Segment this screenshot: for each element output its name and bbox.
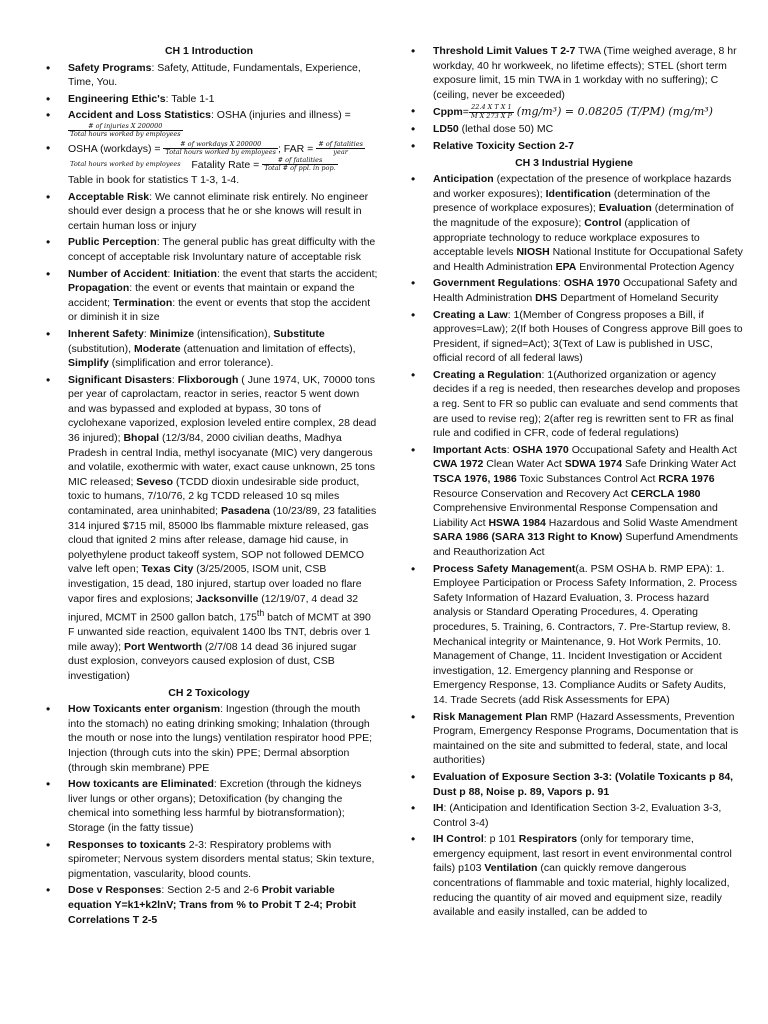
list-item: • Relative Toxicity Section 2-7 (405, 139, 743, 154)
list-item: • Acceptable Risk: We cannot eliminate risk entirely. No engineer should ever design a process that he or she knows will result in certain human loss or injury (40, 190, 378, 234)
list-item: • How Toxicants enter organism: Ingestion (through the mouth into the stomach) no eating drinking smoking; Inhalation (through the mouth or nose into the lungs) ventilation respirator hood PPE; Injection (through cuts into the skin) PPE; Dermal absorption (through skin membrane) PPE (40, 702, 378, 775)
injury-rate-formula: $\frac{\text{\# of injuries X 200000}}{\text{Total hours worked by employees}}$ (70, 121, 181, 139)
table-note: Table in book for statistics T 1-3, 1-4. (68, 173, 240, 186)
list-item: • How toxicants are Eliminated: Excretion (through the kidneys liver lungs or other organs); Detoxification (by changing the chemical into something less harmful by biotransformation); Storage (in the fatty tissue) (40, 777, 378, 835)
ch1-heading: CH 1 Introduction (164, 45, 254, 57)
list-item: • Public Perception: The general public has great difficulty with the concept of acceptable risk Involuntary nature of acceptable risk (40, 235, 378, 264)
far-denominator: Total hours worked by employees (70, 160, 181, 169)
left-column (40, 44, 378, 929)
list-item: • Number of Accident: Initiation: the event that starts the accident; Propagation: the event or events that maintain or expand the accident; Termination: the event or events that stop the accident or diminish it in size (40, 267, 378, 325)
list-item: • LD50 (lethal dose 50) MC (405, 122, 743, 137)
list-item: • Government Regulations: OSHA 1970 Occupational Safety and Health Administration DHS Department of Homeland Security (405, 276, 743, 305)
list-item: • Inherent Safety: Minimize (intensification), Substitute (substitution), Moderate (attenuation and limitation of effects), Simplify (simplification and error tolerance). (40, 327, 378, 371)
ch3-heading: CH 3 Industrial Hygiene (515, 156, 633, 169)
list-item: • IH Control: p 101 Respirators (only for temporary time, emergency equipment, last resort in event environmental control fails) p103 Ventilation (can quickly remove dangerous concentrations of flammable and toxic material, highly localized, reducing the quantity of air moved and equipment size, readily available and easily installed, can be added to (405, 832, 743, 920)
list-item: • Anticipation (expectation of the presence of workplace hazards and worker exposures); Identification (determination of the presence of workplace exposures); Evaluation (determination of the magnitude of the exposure); Control (application of appropriate technology to reduce workplace exposures to acceptable levels NIOSH National Institute for Occupational Safety and Health Administration EPA Environmental Protection Agency (405, 172, 743, 274)
list-item: • Threshold Limit Values T 2-7 TWA (Time weighed average, 8 hr workday, 40 hr workweek, no lifetime effects); STEL (short term exposure limit, 15 min TWA in 1 workday with no suffering); C (ceiling, never be exceeded) (405, 44, 743, 102)
list-item: • Process Safety Management(a. PSM OSHA b. RMP EPA): 1. Employee Participation or Process Safety Information, 2. Process Safety Information of Hazard Evaluation, 3. Process hazard analysis or Standard Operating Procedures, 4. Operating procedures, 5. Training, 6. Contractors, 7. Pre-Startup review, 8. Mechanical integrity or Maintenance, 9. Hot Work Permits, 10. Management of Change, 11. Incident Investigation or Accident investigation, 12. Emergency planning and Response or Emergency Response, 13. Compliance Audits or Safety Audits, 14. Trade Secrets (add Risk Assessments for EPA) (405, 562, 743, 708)
right-column (405, 44, 743, 922)
list-item: • Significant Disasters: Flixborough ( June 1974, UK, 70000 tons per year of caprolactam, reactor in series, reactor 5 went down and was bypassed and exploded at bypass, 30 tons of cyclohexane vaporized, explosion leveled entire complex, 28 dead 36 injured); Bhopal (12/3/84, 2000 civilian deaths, Madhya Pradesh in central India, methyl isocyanate (MIC) very dangerous and volatile, exothermic with water, exact cause unknown, 25 tons MIC released; Seveso (TCDD dioxin undesirable side product, toxic to humans, 7/10/76, 2 kg TCDD released 10 sq miles contaminated, area uninhabited; Pasadena (10/23/89, 23 fatalities 314 injured $715 mil, 85000 lbs flammable mixture released, gas cloud that ignited 2 mins after release, damage hid cause, in polyethylene product takeoff system, SOP not followed DEMCO valve left open; Texas City (3/25/2005, ISOM unit, CSB investigation, 15 dead, 180 injured, startup over loaded no flare vapor fires and explosions; Jacksonville (12/19/07, 4 dead 32 injured, MCMT in 2500 gallon batch, 175th batch of MCMT at 390 F unwanted side reaction, equivalent 1400 lbs TNT, debris over 1 mile away); Port Wentworth (2/7/08 14 dead 36 injured sugar dust explosion, conveyors caused explosion of dust, CSB investigation) (40, 373, 378, 684)
ch3-list (405, 172, 743, 920)
ch2-list (40, 702, 378, 927)
list-item: • Important Acts: OSHA 1970 Occupational Safety and Health Act CWA 1972 Clean Water Act SDWA 1974 Safe Drinking Water Act TSCA 1976, 1986 Toxic Substances Control Act RCRA 1976 Resource Conservation and Recovery Act CERCLA 1980 Comprehensive Environmental Response Compensation and Liability Act HSWA 1984 Hazardous and Solid Waste Amendment SARA 1986 (SARA 313 Right to Know) Superfund Amendments and Reauthorization Act (405, 443, 743, 560)
far-formula: $\frac{\text{\# of fatalities}}{\text{year}}$ (318, 139, 363, 157)
list-item: • Creating a Law: 1(Member of Congress proposes a Bill, if approves=Law); 2(If both Houses of Congress approve Bill goes to President, if signed=Act); 3(Text of Law is published in USC, official record of all federal laws) (405, 308, 743, 366)
fatality-rate-formula: $\frac{\text{\# of fatalities}}{\text{Total \# of ppl. in pop.}}$ (264, 155, 336, 173)
list-item: • Risk Management Plan RMP (Hazard Assessments, Prevention Program, Emergency Response Programs, Documentation that is maintained on the site and submitted to federal, state, and local authorities) (405, 710, 743, 768)
list-item: • Engineering Ethic's: Table 1-1 (40, 92, 378, 107)
ch2-heading: CH 2 Toxicology (168, 686, 250, 699)
list-item: • Cppm= $\frac{\text{22.4 X T X 1}}{\text{M X 273 X P}}$ (mg/m³) = 0.08205 (T/PM) (mg/m³) (405, 104, 743, 120)
list-item: • OSHA (workdays) = $\frac{\text{\# of workdays X 200000}}{\text{Total hours worked by employees}}$ ; FAR = $\frac{\text{\# of fatalities}}{\text{year}}$ Total hours worked by employees Fatality Rate = $\frac{\text{\# of fatalities}}{\text{Total \# of ppl. in pop.}}$ Table in book for statistics T 1-3, 1-4. (40, 141, 378, 188)
cppm-formula: $\frac{\text{22.4 X T X 1}}{\text{M X 273 X P}}$ (470, 103, 512, 120)
ch1-list (40, 61, 378, 684)
list-item: • Accident and Loss Statistics: OSHA (injuries and illness) = $\frac{\text{\# of injuries X 200000}}{\text{Total hours worked by employees}}$ (40, 108, 378, 139)
list-item: • Evaluation of Exposure Section 3-3: (Volatile Toxicants p 84, Dust p 88, Noise p. 89, Vapors p. 91 (405, 770, 743, 799)
workdays-formula: $\frac{\text{\# of workdays X 200000}}{\text{Total hours worked by employees}}$ (165, 139, 276, 157)
list-item: • Safety Programs: Safety, Attitude, Fundamentals, Experience, Time, You. (40, 61, 378, 90)
list-item: • Responses to toxicants 2-3: Respiratory problems with spirometer; Nervous system disorders mental status; Skin texture, pigmentation, vascularity, blood counts. (40, 838, 378, 882)
list-item: • IH: (Anticipation and Identification Section 3-2, Evaluation 3-3, Control 3-4) (405, 801, 743, 830)
ch2-continued-list (405, 44, 743, 154)
list-item: • Creating a Regulation: 1(Authorized organization or agency decides if a reg is needed, then researches develop and proposes a reg. Sent to FR so public can evaluate and send comments that are used to revise reg); 2(after reg is rewritten sent to FR as final rule and codified in CFR, code of federal regulations) (405, 368, 743, 441)
list-item: • Dose v Responses: Section 2-5 and 2-6 Probit variable equation Y=k1+k2lnV; Trans from % to Probit T 2-4; Probit Correlations T 2-5 (40, 883, 378, 927)
